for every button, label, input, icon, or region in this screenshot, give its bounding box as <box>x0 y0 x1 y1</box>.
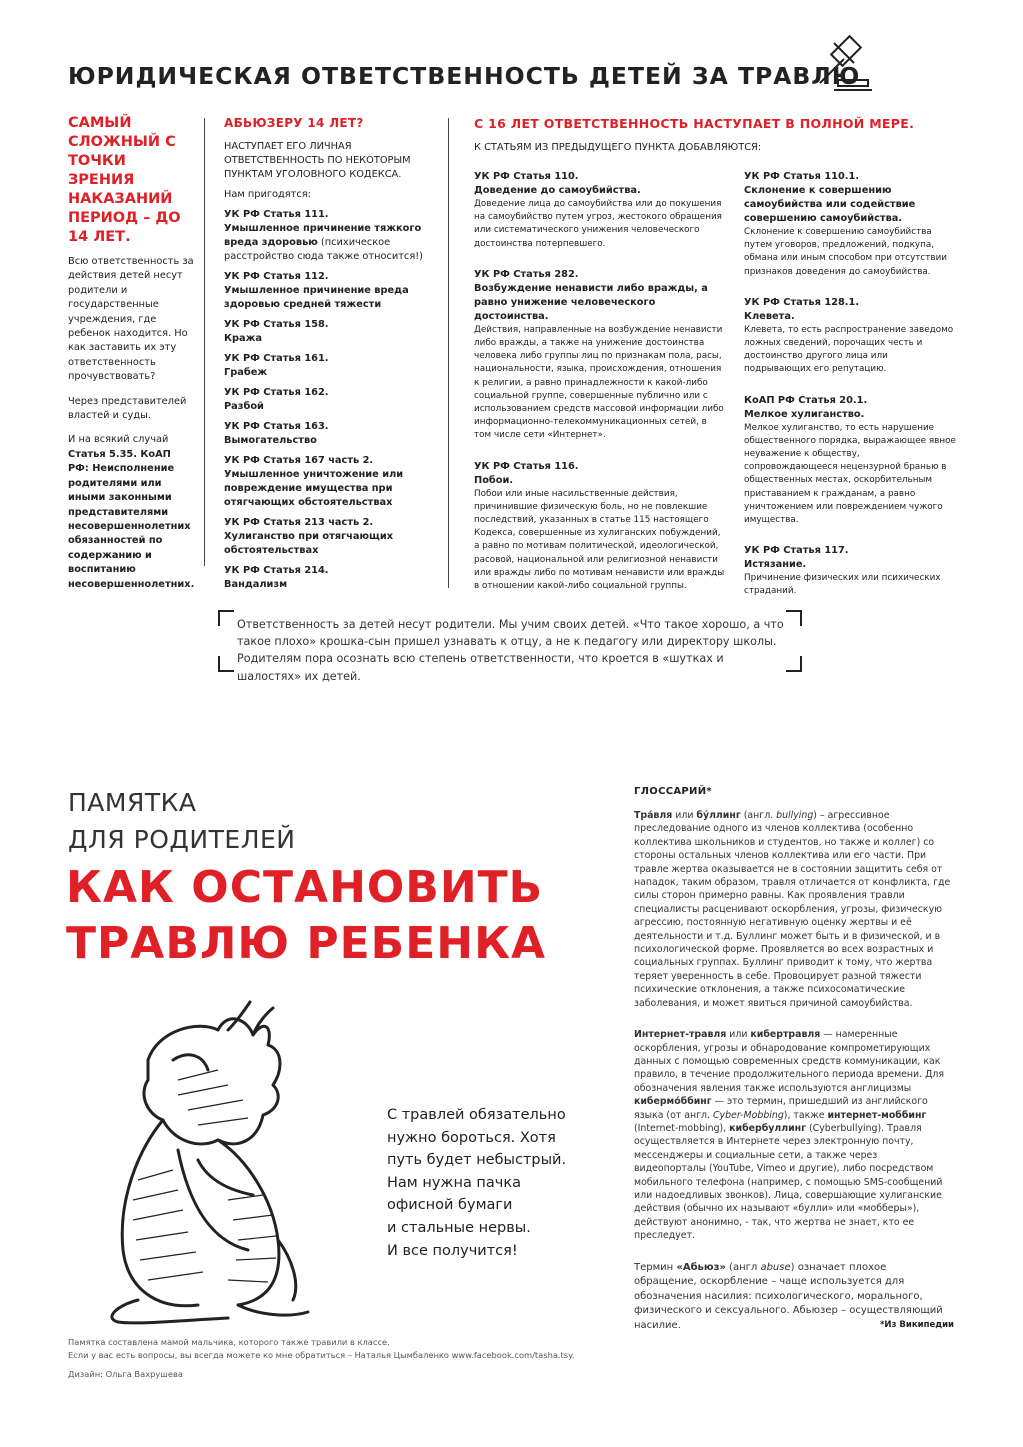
frame-corner <box>218 610 234 626</box>
memo-subtitle <box>68 784 296 858</box>
article-code: УК РФ Статья 161. <box>224 353 329 364</box>
text: или <box>726 1029 751 1041</box>
text: (англ. <box>740 810 777 821</box>
motto-line: путь будет небыстрый. <box>387 1152 567 1169</box>
article-name: Мелкое хулиганство. <box>744 408 865 420</box>
article-name: Возбуждение ненависти либо вражды, а равно унижение человеческого достоинства. <box>474 282 708 322</box>
col2-need: Нам пригодятся: <box>224 189 311 200</box>
article-name: Кража <box>224 333 262 344</box>
article-code: УК РФ Статья 167 часть 2. <box>224 455 374 466</box>
col1-text <box>68 255 194 602</box>
motto-line: и стальные нервы. <box>387 1219 531 1236</box>
article-name: Вымогательство <box>224 435 317 446</box>
term: кибербуллинг <box>729 1122 807 1134</box>
motto-line: С травлей обязательно <box>387 1107 566 1123</box>
article-name: Умышленное причинение вреда здоровью средней тяжести <box>224 285 409 310</box>
memo-title <box>66 860 546 972</box>
article-item <box>224 454 424 510</box>
col3-header <box>474 116 944 161</box>
article-code: КоАП РФ Статья 20.1. <box>744 394 868 406</box>
definition: — намеренные оскорбления, угрозы и обнародование компрометирующих данных с помощью современных средств коммуникации, как правило, в течение продолжительного периода времени. Для обозначения явления также используются англицизмы <box>634 1029 945 1094</box>
article-item <box>224 516 424 558</box>
article-block <box>474 170 726 251</box>
article-block <box>474 460 726 594</box>
article-code: УК РФ Статья 128.1. <box>744 296 860 308</box>
article-code: УК РФ Статья 110. <box>474 171 579 182</box>
article-block <box>474 268 726 443</box>
article-name: Вандализм <box>224 579 288 590</box>
footer-designer: Дизайн: Ольга Вахрушева <box>68 1369 183 1379</box>
page-title: ЮРИДИЧЕСКАЯ ОТВЕТСТВЕННОСТЬ ДЕТЕЙ ЗА ТРАВЛЮ <box>68 62 861 90</box>
article-name: Доведение до самоубийства. <box>474 185 641 196</box>
gavel-icon <box>812 32 874 94</box>
article-name: Хулиганство при отягчающих обстоятельствах <box>224 531 394 556</box>
article-description: Побои или иные насильственные действия, причинившие физическую боль, но не повлекшие последствий, указанных в статье 115 настоящего Кодекса, совершенные из хулиганских побуждений, а равно по мотивам политической, идеологической, расовой, национальной или религиозной ненависти или вражды либо по мотивам ненависти или вражды в отношении какой-либо социальной группы. <box>474 488 725 592</box>
col1-p3-intro: И на всякий случай <box>68 434 169 446</box>
footnote: *Из Википедии <box>879 1320 954 1330</box>
divider <box>448 118 449 588</box>
article-name: Грабеж <box>224 367 268 378</box>
article-code: УК РФ Статья 110.1. <box>744 171 860 182</box>
term: «Абьюз» <box>676 1261 726 1273</box>
article-name: Умышленное причинение тяжкого вреда здоровью <box>224 223 422 248</box>
term: кибермо́ббинг <box>634 1096 712 1108</box>
glossary <box>634 786 952 1345</box>
article-code: УК РФ Статья 282. <box>474 268 579 280</box>
text: или <box>672 810 697 821</box>
frame-corner <box>218 656 234 672</box>
motto-line: Нам нужна пачка <box>387 1174 522 1191</box>
article-block <box>744 544 956 598</box>
term: интернет-моббинг <box>827 1109 927 1121</box>
col2-article-list <box>224 208 424 592</box>
term-english: Cyber-Mobbing <box>713 1109 784 1121</box>
article-item <box>224 208 424 264</box>
term-english: bullying <box>776 810 814 821</box>
col2 <box>224 116 424 598</box>
article-name: Разбой <box>224 401 264 412</box>
col3-right-articles <box>744 170 956 616</box>
term-english: abuse <box>760 1261 791 1273</box>
col1-heading: САМЫЙ СЛОЖНЫЙ С ТОЧКИ ЗРЕНИЯ НАКАЗАНИЙ ПЕРИОД – ДО 14 ЛЕТ. <box>68 115 181 245</box>
article-code: УК РФ Статья 213 часть 2. <box>224 517 374 528</box>
article-block <box>744 394 956 528</box>
child-illustration <box>78 1000 368 1330</box>
article-name: Побои. <box>474 474 514 486</box>
definition: (Internet-mobbing), <box>634 1122 730 1134</box>
article-name: Умышленное уничтожение или повреждение имущества при отягчающих обстоятельствах <box>224 469 404 508</box>
article-description: Мелкое хулиганство, то есть нарушение общественного порядка, выражающее явное неуважение к обществу, сопровождающееся нецензурной бранью в общественных местах, оскорбительным приставанием к гражданам, а равно уничтожением или повреждением чужого имущества. <box>744 422 956 526</box>
article-item <box>224 270 424 312</box>
motto-line: офисной бумаги <box>387 1197 513 1214</box>
definition: ) – агрессивное преследование одного из членов коллектива (особенно коллектива школьников и студентов, но также и коллег) со стороны остальных членов коллектива или его части. При травле жертва оказывается не в состоянии защитить себя от нападок, таким образом, травля отличается от конфликта, где силы сторон примерно равны. Как проявления травли специалисты расценивают оскорбления, угрозы, физическую агрессию, постоянную негативную оценку жертвы и её деятельности и т.д. Буллинг может быть и в физической, и в психологической форме. Проявляется во всех возрастных и социальных группах. Буллинг приводит к тому, что жертва теряет уверенность в себе. Провоцирует разной тяжести психические отклонения, а также психосоматические заболевания, и может явиться причиной самоубийства. <box>634 810 951 1009</box>
term: кибертравля <box>750 1029 821 1041</box>
article-description: Причинение физических или психических страданий. <box>744 573 941 597</box>
definition: ) означает плохое обращение, оскорбление – чаще используется для обозначения насилия: психологического, морального, физического и сексуального. Абьюзер – осуществляющий насилие. <box>634 1261 943 1331</box>
article-name: Клевета. <box>744 310 795 322</box>
memo-big1: КАК ОСТАНОВИТЬ <box>66 862 544 913</box>
term: бу́ллинг <box>696 810 741 821</box>
motto-line: И все получится! <box>387 1242 518 1259</box>
article-name: Истязание. <box>744 559 807 571</box>
term: Интернет-травля <box>634 1029 727 1041</box>
article-code: УК РФ Статья 163. <box>224 421 329 432</box>
article-name: Склонение к совершению самоубийства или содействие совершению самоубийства. <box>744 185 916 224</box>
article-item <box>224 386 424 414</box>
text: Термин <box>634 1261 677 1273</box>
col2-heading: АБЬЮЗЕРУ 14 ЛЕТ? <box>224 116 364 130</box>
article-code: УК РФ Статья 112. <box>224 271 329 282</box>
article-block <box>744 296 956 377</box>
article-description: Склонение к совершению самоубийства путем уговоров, предложений, подкупа, обмана или иным способом при отсутствии признаков доведения до самоубийства. <box>744 227 948 277</box>
article-description: Доведение лица до самоубийства или до покушения на самоубийство путем угроз, жестокого обращения или систематического унижения человеческого достоинства потерпевшего. <box>474 199 722 249</box>
footer <box>68 1336 628 1381</box>
col2-intro: НАСТУПАЕТ ЕГО ЛИЧНАЯ ОТВЕТСТВЕННОСТЬ ПО НЕКОТОРЫМ ПУНКТАМ УГОЛОВНОГО КОДЕКСА. <box>224 141 411 180</box>
col1-p3-article: Статья 5.35. КоАП РФ: Неисполнение родителями или иными законными представителями несовершеннолетних обязанностей по содержанию и воспитанию несовершеннолетних. <box>68 448 195 590</box>
glossary-cyberbullying <box>634 1028 952 1243</box>
footer-line1: Памятка составлена мамой мальчика, которого также травили в классе. <box>68 1337 390 1347</box>
col3-intro: К СТАТЬЯМ ИЗ ПРЕДЫДУЩЕГО ПУНКТА ДОБАВЛЯЮТСЯ: <box>474 142 762 153</box>
definition: — это термин, пришедший из английского языка (от англ. <box>634 1096 928 1121</box>
definition: ), также <box>783 1109 828 1121</box>
article-note: (психическое расстройство сюда также относится!) <box>224 237 423 262</box>
frame-corner <box>786 656 802 672</box>
definition: (Cyberbullying). Травля осуществляется в Интернете через электронную почту, мессенджеры и социальные сети, а также через видеопорталы (YouTube, Vimeo и другие), либо посредством мобильного телефона (например, с помощью SMS-сообщений или надоедливых звонков). Лица, совершающие хулиганские действия (обычно их называют «булли» или «мобберы»), действуют анонимно, - так, что жертва не знает, кто ее преследует. <box>634 1122 943 1242</box>
article-item <box>224 318 424 346</box>
quote: Ответственность за детей несут родители. Мы учим своих детей. «Что такое хорошо, а что такое плохо» крошка-сын пришел узнавать к отцу, а не к педагогу или директору школы. Родителям пора осознать всю степень ответственности, что кроется в «шутках и шалостях» их детей. <box>237 618 784 683</box>
col1-p1: Всю ответственность за действия детей несут родители и государственные учреждения, где ребенок находится. Но как заставить их эту ответственность прочувствовать? <box>68 256 194 383</box>
article-description: Действия, направленные на возбуждение ненависти либо вражды, а также на унижение достоинства человека либо группы лиц по признакам пола, расы, национальности, языка, происхождения, отношения к религии, а равно принадлежности к какой-либо социальной группе, совершенные публично или с использованием средств массовой информации либо информационно-телекоммуникационных сетей, в том числе сети «Интернет». <box>474 324 724 441</box>
motto <box>387 1104 597 1262</box>
article-code: УК РФ Статья 116. <box>474 460 579 472</box>
col3-left-articles <box>474 170 726 610</box>
memo-big2: ТРАВЛЮ РЕБЕНКА <box>66 918 547 969</box>
article-description: Клевета, то есть распространение заведомо ложных сведений, порочащих честь и достоинство другого лица или подрывающих его репутацию. <box>744 324 954 375</box>
glossary-bullying <box>634 809 952 1010</box>
article-item <box>224 564 424 592</box>
article-block <box>744 170 956 279</box>
article-code: УК РФ Статья 117. <box>744 545 849 557</box>
article-item <box>224 352 424 380</box>
article-code: УК РФ Статья 158. <box>224 319 329 330</box>
article-code: УК РФ Статья 162. <box>224 387 329 398</box>
glossary-heading: ГЛОССАРИЙ* <box>634 786 712 797</box>
text: (англ <box>725 1261 761 1273</box>
memo-line1: ПАМЯТКА <box>68 788 197 817</box>
col3-heading: С 16 ЛЕТ ОТВЕТСТВЕННОСТЬ НАСТУПАЕТ В ПОЛНОЙ МЕРЕ. <box>474 116 915 131</box>
memo-line2: ДЛЯ РОДИТЕЛЕЙ <box>68 825 296 854</box>
footer-line2: Если у вас есть вопросы, вы всегда можете ко мне обратиться – Наталья Цымбаленко www.facebook.com/tasha.tsy. <box>68 1350 575 1360</box>
frame-corner <box>786 610 802 626</box>
divider <box>204 118 205 566</box>
col1-p2: Через представителей властей и суды. <box>68 395 187 422</box>
article-code: УК РФ Статья 214. <box>224 565 329 576</box>
article-item <box>224 420 424 448</box>
term: Тра́вля <box>634 810 673 821</box>
motto-line: нужно бороться. Хотя <box>387 1129 556 1146</box>
article-code: УК РФ Статья 111. <box>224 209 329 220</box>
